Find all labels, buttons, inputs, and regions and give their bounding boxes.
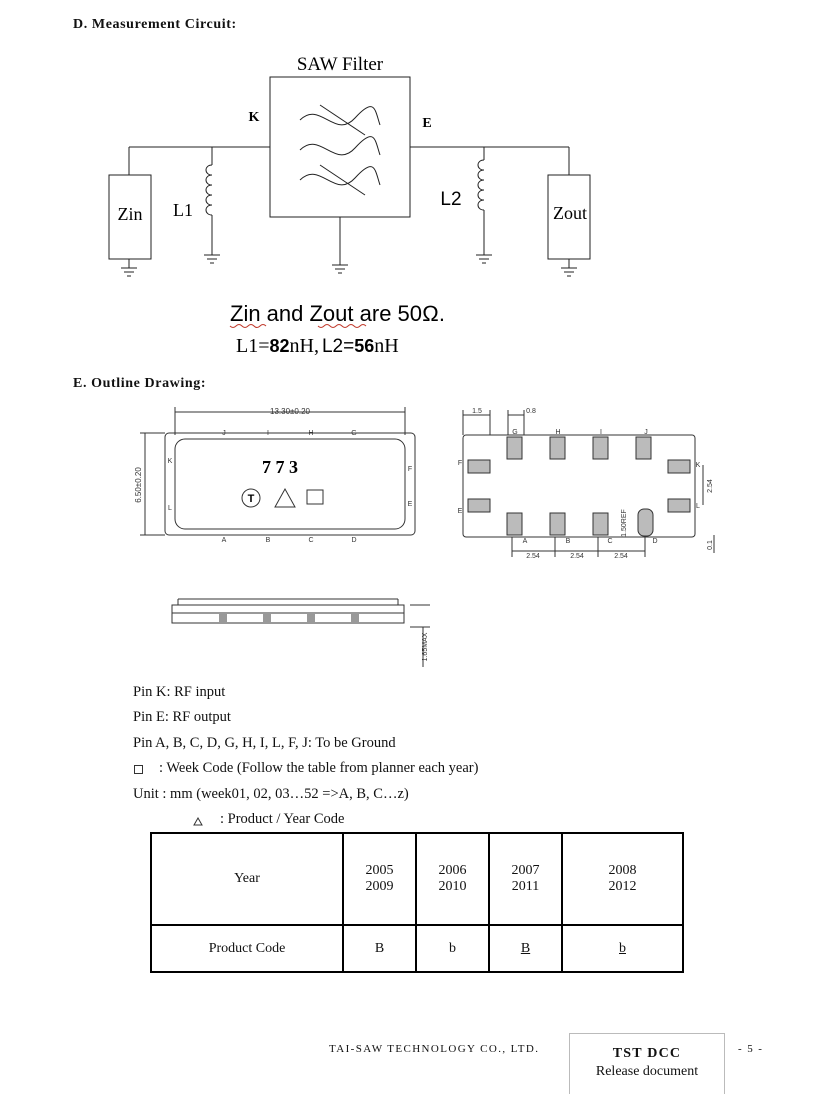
measurement-heading: D. Measurement Circuit: <box>73 17 237 32</box>
product-code-label-cell: Product Code <box>151 925 343 972</box>
page-number: - 5 - <box>738 1043 764 1055</box>
bottom-pin-g: G <box>512 429 518 436</box>
top-pin-d: D <box>351 537 357 544</box>
company-name: TAI-SAW TECHNOLOGY CO., LTD. <box>329 1043 540 1055</box>
l2-coil <box>478 160 484 210</box>
bottom-pad <box>593 437 608 459</box>
year-cell: 2006 2010 <box>416 833 489 925</box>
top-pin-h: H <box>308 430 314 437</box>
year-cell: 2005 2009 <box>343 833 416 925</box>
top-height-dim: 6.50±0.20 <box>134 467 143 503</box>
filter-wave-1 <box>300 107 380 125</box>
bottom-pin-b: B <box>565 538 571 545</box>
l1-prefix: L1= <box>236 335 270 357</box>
top-width-dim: 13.30±0.20 <box>270 407 310 416</box>
side-pin <box>307 614 315 623</box>
stamp-subtitle: Release document <box>595 1064 699 1079</box>
svg-text:L1=82nH,L2=56nH <box>236 335 399 357</box>
filter-wave-2 <box>300 137 380 155</box>
unit-desc: Unit : mm (week01, 02, 03…52 =>A, B, C…z) <box>133 786 409 802</box>
top-pin-a: A <box>221 537 227 544</box>
bottom-pad <box>468 460 490 473</box>
table-row <box>151 833 683 925</box>
ground-icon <box>561 268 577 276</box>
bottom-pitch-2: 2.54 <box>570 553 584 560</box>
side-view <box>172 599 430 667</box>
product-code-triangle-icon <box>193 817 203 826</box>
bottom-pin-l: L <box>696 503 700 510</box>
marking-code: 7 7 3 <box>262 457 298 477</box>
l1-value: 82 <box>269 336 290 356</box>
ground-icon <box>332 265 348 273</box>
code-cell: b <box>562 925 683 972</box>
saw-filter-label: SAW Filter <box>296 54 384 75</box>
bottom-right-dim: 2.54 <box>707 479 714 493</box>
bottom-edge-dim: 0.1 <box>707 540 714 550</box>
bottom-pad <box>636 437 651 459</box>
bottom-pad <box>507 513 522 535</box>
bottom-pad <box>638 509 653 536</box>
code-cell: b <box>416 925 489 972</box>
year-label-cell: Year <box>151 833 343 925</box>
top-pin-b: B <box>265 537 271 544</box>
pin-e-label: E <box>422 116 432 131</box>
bottom-pad-dim: 1.50REF <box>621 509 628 537</box>
bottom-pad <box>668 460 690 473</box>
pin-ground-desc: Pin A, B, C, D, G, H, I, L, F, J: To be Ground <box>133 735 396 751</box>
bottom-pin-c: C <box>607 538 613 545</box>
release-stamp <box>569 1033 725 1094</box>
side-pin <box>351 614 359 623</box>
side-height-dim: 1.65MAX <box>422 632 429 662</box>
zout-label: Zout <box>553 203 587 223</box>
triangle-mark-icon <box>275 489 295 507</box>
l1-unit: nH, <box>289 335 319 357</box>
bottom-pad <box>468 499 490 512</box>
product-code-desc: : Product / Year Code <box>220 811 345 827</box>
top-pin-c: C <box>308 537 314 544</box>
l2-note-label: L2= <box>321 336 355 357</box>
outline-drawing <box>0 395 835 680</box>
ground-icon <box>121 268 137 276</box>
top-pin-j: J <box>222 430 226 437</box>
bottom-pad <box>668 499 690 512</box>
week-code-desc: : Week Code (Follow the table from planner each year) <box>159 760 479 776</box>
bottom-pin-i: I <box>600 429 602 436</box>
top-pin-l: L <box>168 505 172 512</box>
bottom-pin-h: H <box>555 429 561 436</box>
side-pin <box>263 614 271 623</box>
filter-slash-1 <box>320 105 365 135</box>
l2-label: L2 <box>440 189 462 210</box>
top-pin-g: G <box>351 430 357 437</box>
top-pin-e: E <box>407 501 413 508</box>
measurement-circuit-diagram <box>0 0 835 380</box>
saw-filter-box <box>270 77 410 217</box>
bottom-pad <box>507 437 522 459</box>
l1-label: L1 <box>173 200 193 220</box>
l2-unit: nH <box>374 335 399 357</box>
bottom-pitch-1: 2.54 <box>526 553 540 560</box>
pin-k-desc: Pin K: RF input <box>133 684 226 700</box>
square-mark-icon <box>307 490 323 504</box>
filter-slash-2 <box>320 165 365 195</box>
bottom-dim-1: 1.5 <box>472 408 482 415</box>
pin-k-label: K <box>248 110 260 125</box>
bottom-dim-2: 0.8 <box>526 408 536 415</box>
outline-heading: E. Outline Drawing: <box>73 376 207 391</box>
filter-wave-3 <box>300 167 380 185</box>
l2-value: 56 <box>354 336 375 356</box>
bottom-pad <box>593 513 608 535</box>
bottom-pin-k: K <box>695 462 701 469</box>
code-cell: B <box>343 925 416 972</box>
tst-logo-icon: T <box>247 493 255 505</box>
ground-icon <box>476 255 492 263</box>
bottom-pin-f: F <box>457 460 463 467</box>
top-pin-k: K <box>167 458 173 465</box>
side-pin <box>219 614 227 623</box>
l1-coil <box>206 165 212 215</box>
pin-e-desc: Pin E: RF output <box>133 709 231 725</box>
table-row <box>151 925 683 972</box>
bottom-view <box>463 410 714 557</box>
year-cell: 2007 2011 <box>489 833 562 925</box>
top-pin-f: F <box>407 466 413 473</box>
week-code-square-icon <box>134 765 143 774</box>
ground-icon <box>204 255 220 263</box>
bottom-pin-d: D <box>652 538 658 545</box>
bottom-pin-a: A <box>522 538 528 545</box>
bottom-pitch-3: 2.54 <box>614 553 628 560</box>
bottom-pad <box>550 513 565 535</box>
bottom-pad <box>550 437 565 459</box>
year-code-table <box>150 832 684 973</box>
stamp-title: TST DCC <box>612 1046 682 1061</box>
zin-label: Zin <box>117 204 143 224</box>
year-cell: 2008 2012 <box>562 833 683 925</box>
impedance-note: Zin and Zout are 50Ω. <box>230 301 446 326</box>
bottom-pin-e: E <box>457 508 463 515</box>
code-cell: B <box>489 925 562 972</box>
top-pin-i: I <box>267 430 269 437</box>
bottom-pin-j: J <box>644 429 648 436</box>
